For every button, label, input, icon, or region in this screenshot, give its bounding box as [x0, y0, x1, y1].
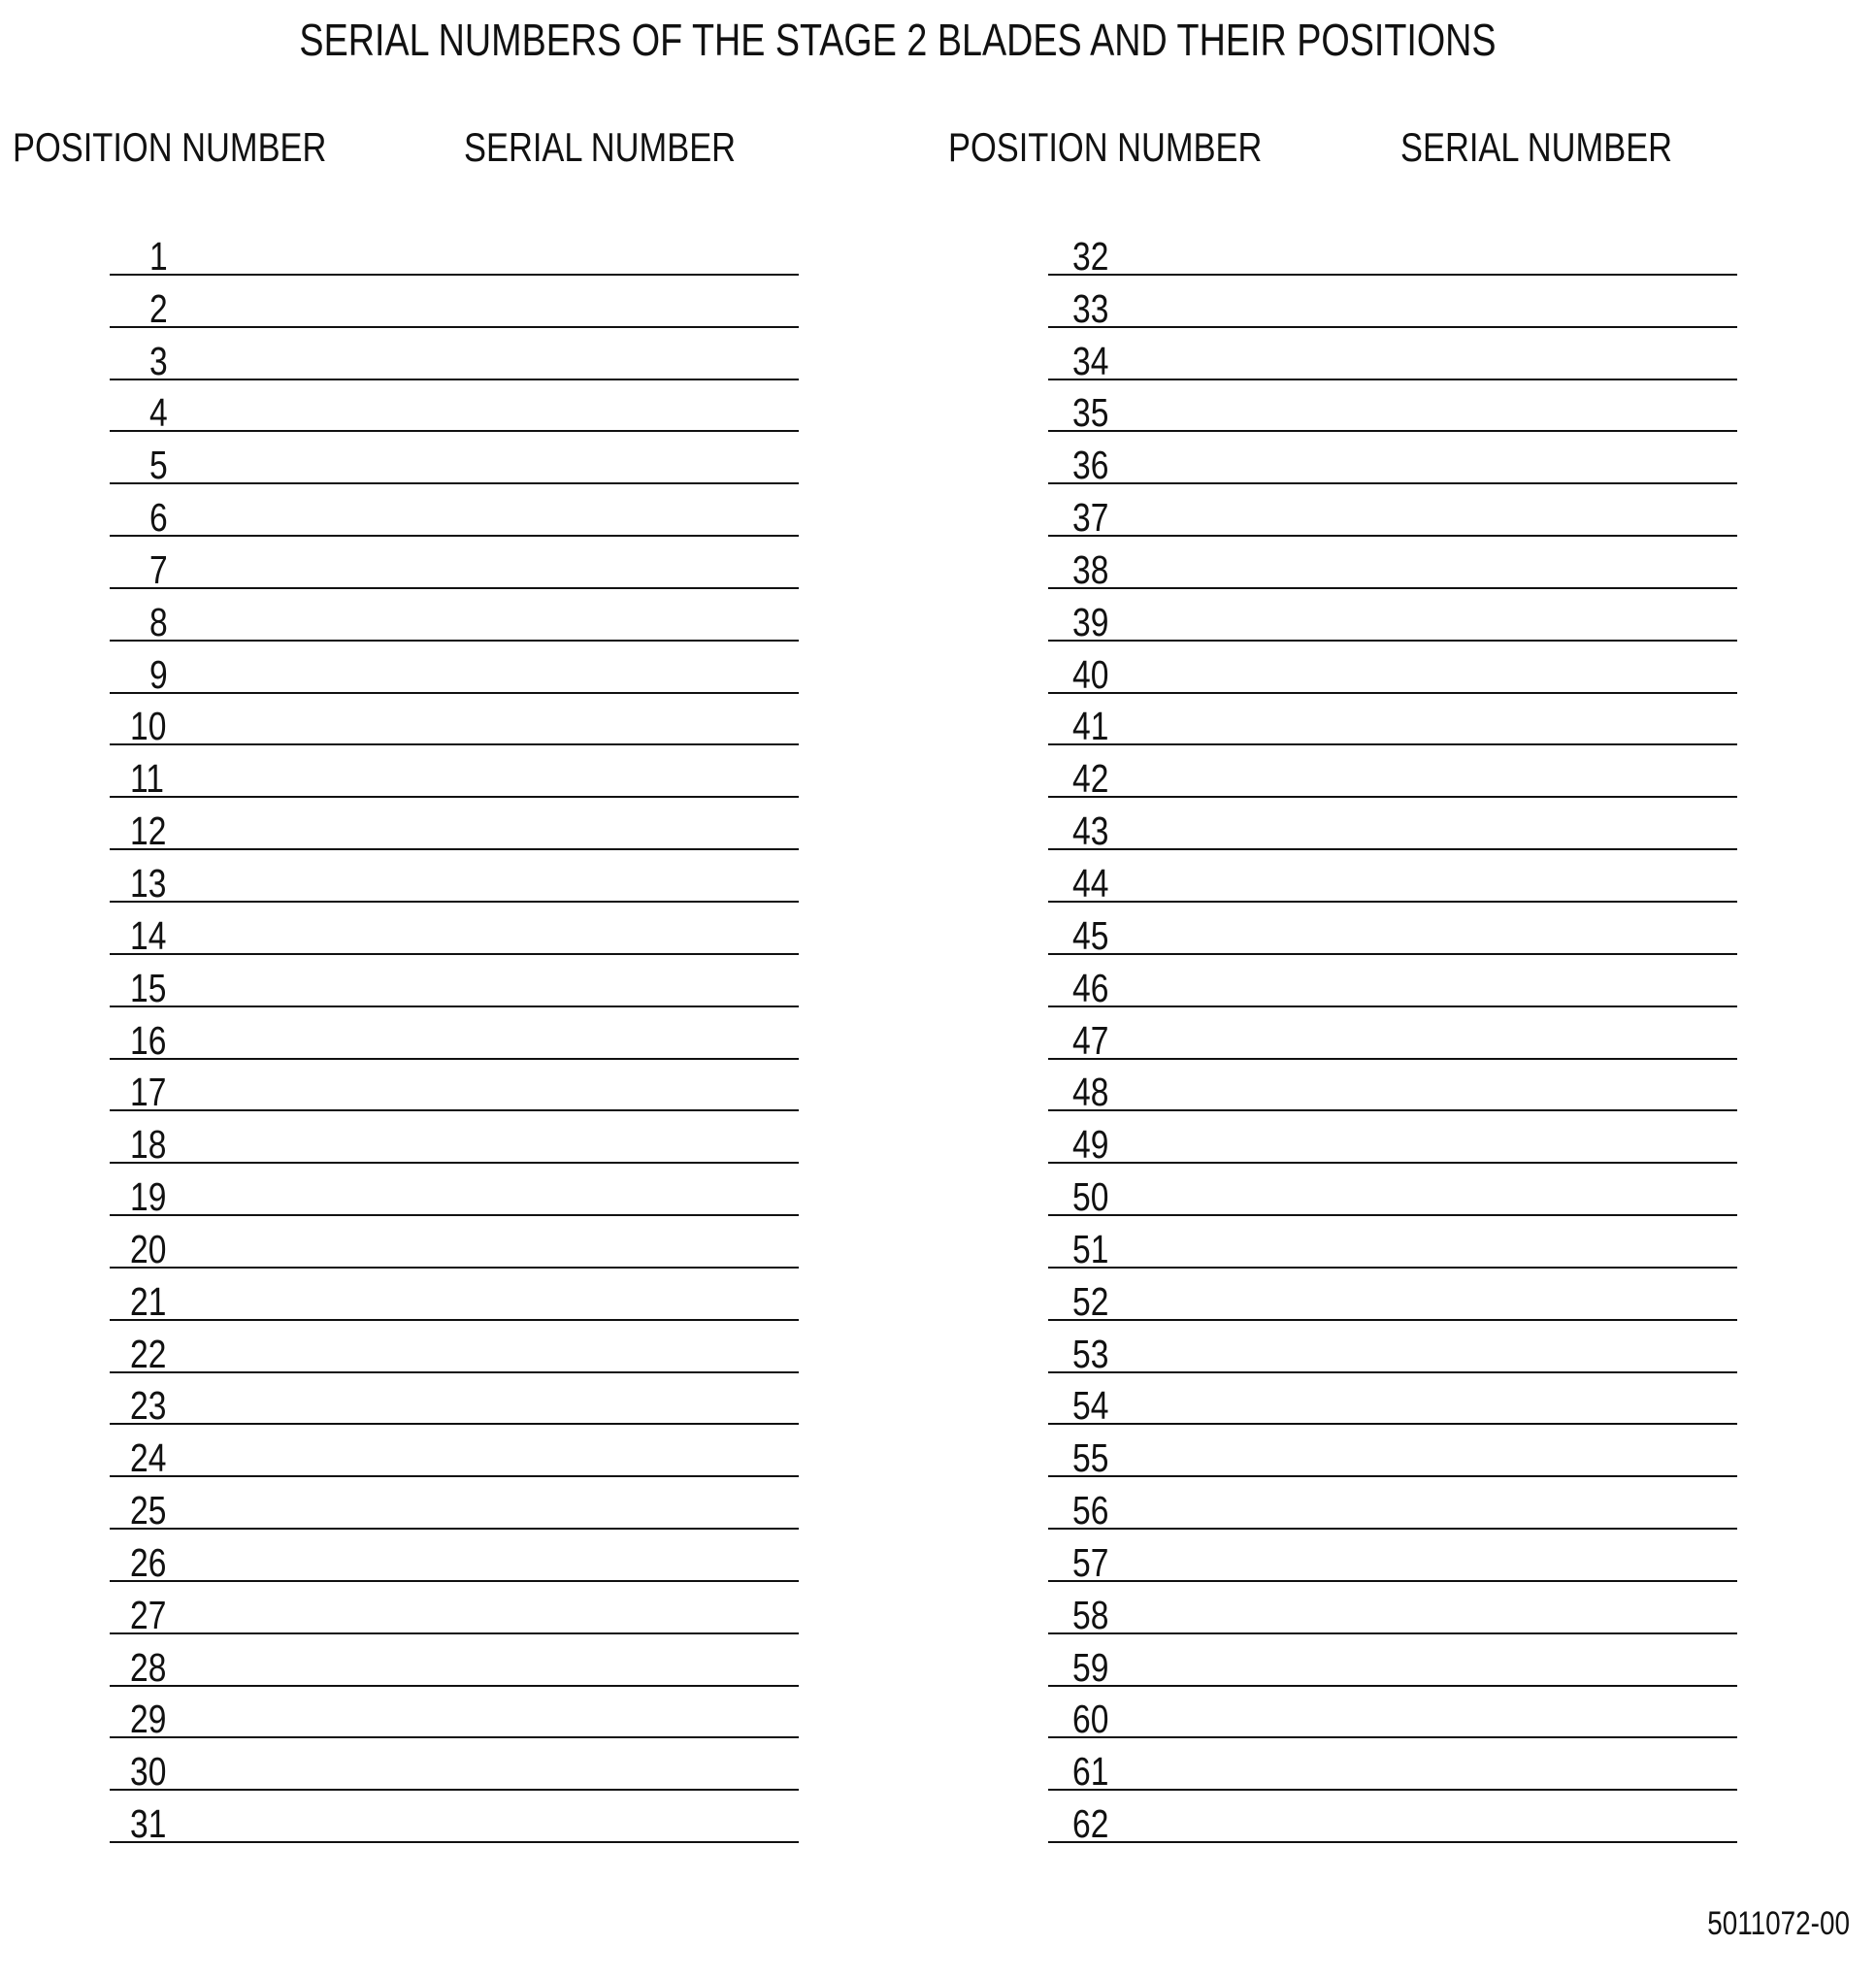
blade-row [1048, 1738, 1737, 1795]
serial-number-blank[interactable] [1165, 1269, 1737, 1319]
blade-row [110, 328, 799, 383]
serial-number-blank[interactable] [1165, 1687, 1737, 1737]
right-position-header: POSITION NUMBER [948, 124, 1263, 170]
blade-row [110, 1477, 799, 1533]
position-number: 53 [1072, 1331, 1109, 1376]
blade-row [1048, 1634, 1737, 1690]
position-number: 2 [149, 285, 168, 331]
serial-number-blank[interactable] [226, 380, 799, 431]
position-number: 6 [149, 495, 168, 541]
blade-row [1048, 1321, 1737, 1376]
blade-row [110, 1738, 799, 1795]
position-number: 34 [1072, 338, 1109, 383]
blade-row [1048, 589, 1737, 642]
serial-number-blank[interactable] [1165, 798, 1737, 848]
position-number: 13 [130, 860, 167, 906]
page-title: SERIAL NUMBERS OF THE STAGE 2 BLADES AND THEIR POSITIONS [299, 15, 1497, 65]
blade-row [1048, 1269, 1737, 1324]
position-number: 29 [130, 1697, 167, 1742]
serial-number-blank[interactable] [1165, 903, 1737, 953]
serial-number-blank[interactable] [226, 328, 799, 379]
serial-number-blank[interactable] [226, 1738, 799, 1789]
position-number: 31 [130, 1801, 167, 1847]
position-number: 30 [130, 1749, 167, 1795]
serial-number-blank[interactable] [1165, 1007, 1737, 1058]
serial-number-blank[interactable] [1165, 1634, 1737, 1685]
blade-row [1048, 276, 1737, 331]
serial-number-blank[interactable] [1165, 850, 1737, 901]
position-number: 28 [130, 1644, 167, 1690]
blade-row [110, 484, 799, 541]
blade-row [110, 694, 799, 749]
serial-number-blank[interactable] [226, 798, 799, 848]
serial-number-blank[interactable] [226, 1007, 799, 1058]
serial-number-blank[interactable] [1165, 537, 1737, 587]
serial-number-blank[interactable] [1165, 1738, 1737, 1789]
serial-number-blank[interactable] [226, 1060, 799, 1110]
position-number: 50 [1072, 1174, 1109, 1220]
blade-row [1048, 1111, 1737, 1168]
blade-row [1048, 1373, 1737, 1429]
blade-row [1048, 328, 1737, 383]
position-number: 62 [1072, 1801, 1109, 1847]
right-serial-header: SERIAL NUMBER [1400, 124, 1673, 170]
blade-row [110, 1007, 799, 1063]
serial-number-blank[interactable] [1165, 1164, 1737, 1214]
position-number: 18 [130, 1122, 167, 1168]
left-blade-list [110, 223, 799, 1847]
serial-number-blank[interactable] [1165, 328, 1737, 379]
serial-number-blank[interactable] [226, 745, 799, 796]
serial-number-blank[interactable] [226, 432, 799, 482]
blade-row [110, 642, 799, 697]
position-number: 10 [130, 704, 167, 749]
position-number: 49 [1072, 1122, 1109, 1168]
blade-row [1048, 1425, 1737, 1481]
serial-number-blank[interactable] [226, 1582, 799, 1632]
serial-number-blank[interactable] [1165, 1060, 1737, 1110]
blade-row [110, 276, 799, 331]
serial-number-blank[interactable] [1165, 1477, 1737, 1528]
blade-row [1048, 537, 1737, 592]
blade-row [110, 432, 799, 488]
blade-row [110, 1111, 799, 1168]
blade-row [110, 798, 799, 854]
blade-row [1048, 380, 1737, 436]
blade-row [110, 1269, 799, 1324]
position-number: 61 [1072, 1749, 1109, 1795]
serial-number-blank[interactable] [226, 694, 799, 744]
blade-row [110, 223, 799, 279]
position-number: 44 [1072, 860, 1109, 906]
position-number: 26 [130, 1539, 167, 1585]
position-number: 32 [1072, 233, 1109, 279]
serial-number-blank[interactable] [226, 1111, 799, 1162]
blade-row [110, 537, 799, 592]
position-number: 57 [1072, 1539, 1109, 1585]
serial-number-blank[interactable] [1165, 1111, 1737, 1162]
serial-number-blank[interactable] [226, 955, 799, 1005]
blade-row [1048, 1687, 1737, 1742]
serial-number-blank[interactable] [226, 589, 799, 640]
position-number: 35 [1072, 390, 1109, 436]
serial-number-blank[interactable] [1165, 1530, 1737, 1580]
serial-number-blank[interactable] [1165, 745, 1737, 796]
position-number: 16 [130, 1017, 167, 1063]
position-number: 41 [1072, 704, 1109, 749]
blade-row [110, 955, 799, 1010]
serial-number-blank[interactable] [226, 484, 799, 535]
position-number: 42 [1072, 756, 1109, 802]
position-number: 11 [130, 756, 164, 802]
blade-row [110, 1791, 799, 1847]
left-serial-header: SERIAL NUMBER [464, 124, 737, 170]
position-number: 60 [1072, 1697, 1109, 1742]
position-number: 33 [1072, 285, 1109, 331]
serial-number-blank[interactable] [1165, 1216, 1737, 1267]
position-number: 21 [130, 1278, 167, 1324]
blade-row [110, 1582, 799, 1637]
position-number: 4 [149, 390, 168, 436]
position-number: 52 [1072, 1278, 1109, 1324]
blade-row [110, 1321, 799, 1376]
position-number: 25 [130, 1488, 167, 1533]
serial-number-blank[interactable] [1165, 484, 1737, 535]
position-number: 1 [149, 233, 168, 279]
position-number: 7 [149, 546, 168, 592]
serial-number-blank[interactable] [226, 1216, 799, 1267]
position-number: 56 [1072, 1488, 1109, 1533]
blade-row [1048, 1060, 1737, 1115]
position-number: 55 [1072, 1435, 1109, 1481]
position-number: 43 [1072, 808, 1109, 854]
serial-number-blank[interactable] [1165, 694, 1737, 744]
position-number: 54 [1072, 1383, 1109, 1429]
blade-row [1048, 1477, 1737, 1533]
position-number: 22 [130, 1331, 167, 1376]
serial-number-blank[interactable] [1165, 955, 1737, 1005]
serial-number-blank[interactable] [226, 1530, 799, 1580]
blade-row [1048, 798, 1737, 854]
serial-number-blank[interactable] [226, 1477, 799, 1528]
blade-row [1048, 903, 1737, 958]
blade-row [110, 903, 799, 958]
serial-number-blank[interactable] [1165, 589, 1737, 640]
position-number: 38 [1072, 546, 1109, 592]
serial-number-blank[interactable] [226, 1164, 799, 1214]
serial-number-blank[interactable] [226, 642, 799, 692]
blade-row [110, 1634, 799, 1690]
serial-number-blank[interactable] [226, 1269, 799, 1319]
blade-row [1048, 1007, 1737, 1063]
position-number: 59 [1072, 1644, 1109, 1690]
position-number: 19 [130, 1174, 167, 1220]
serial-number-blank[interactable] [1165, 380, 1737, 431]
serial-number-blank[interactable] [226, 223, 799, 274]
position-number: 39 [1072, 599, 1109, 644]
serial-number-blank[interactable] [226, 1687, 799, 1737]
blade-row [110, 745, 799, 802]
position-number: 15 [130, 965, 167, 1010]
position-number: 40 [1072, 651, 1109, 697]
serial-number-blank[interactable] [226, 276, 799, 326]
serial-number-blank[interactable] [226, 1425, 799, 1475]
blade-row [1048, 1582, 1737, 1637]
blade-row [110, 589, 799, 642]
position-number: 27 [130, 1592, 167, 1637]
blade-row [1048, 694, 1737, 749]
position-number: 24 [130, 1435, 167, 1481]
serial-number-blank[interactable] [226, 903, 799, 953]
blade-row [110, 1530, 799, 1585]
serial-number-blank[interactable] [1165, 642, 1737, 692]
position-number: 51 [1072, 1226, 1109, 1271]
serial-number-blank[interactable] [1165, 223, 1737, 274]
position-number: 48 [1072, 1070, 1109, 1115]
blade-row [1048, 745, 1737, 802]
blade-row [110, 850, 799, 906]
blade-row [1048, 955, 1737, 1010]
position-number: 12 [130, 808, 167, 854]
position-number: 45 [1072, 912, 1109, 958]
blade-row [1048, 1216, 1737, 1269]
right-blade-list [1048, 223, 1737, 1847]
blade-row [110, 1687, 799, 1742]
position-number: 47 [1072, 1017, 1109, 1063]
position-number: 58 [1072, 1592, 1109, 1637]
blade-row [1048, 484, 1737, 541]
blade-row [110, 380, 799, 436]
blade-row [110, 1216, 799, 1269]
blade-row [1048, 642, 1737, 697]
blade-row [1048, 1530, 1737, 1585]
serial-number-blank[interactable] [226, 1791, 799, 1841]
blade-row [1048, 223, 1737, 279]
position-number: 37 [1072, 495, 1109, 541]
serial-number-blank[interactable] [226, 1321, 799, 1371]
blade-row [1048, 1164, 1737, 1220]
serial-number-blank[interactable] [1165, 432, 1737, 482]
blade-row [110, 1060, 799, 1115]
position-number: 5 [149, 443, 168, 488]
position-number: 23 [130, 1383, 167, 1429]
serial-number-blank[interactable] [1165, 1321, 1737, 1371]
document-number: 5011072-00 [1707, 1905, 1850, 1942]
blade-row [1048, 850, 1737, 906]
position-number: 46 [1072, 965, 1109, 1010]
position-number: 36 [1072, 443, 1109, 488]
position-number: 17 [130, 1070, 167, 1115]
position-number: 14 [130, 912, 167, 958]
serial-number-blank[interactable] [1165, 1425, 1737, 1475]
left-position-header: POSITION NUMBER [13, 124, 327, 170]
position-number: 3 [149, 338, 168, 383]
blade-row [110, 1373, 799, 1429]
serial-number-blank[interactable] [226, 1634, 799, 1685]
blade-row [1048, 1791, 1737, 1847]
serial-number-blank[interactable] [1165, 1791, 1737, 1841]
position-number: 9 [149, 651, 168, 697]
serial-number-blank[interactable] [226, 1373, 799, 1424]
position-number: 8 [149, 599, 168, 644]
serial-number-blank[interactable] [226, 850, 799, 901]
serial-number-blank[interactable] [1165, 1373, 1737, 1424]
serial-number-blank[interactable] [1165, 1582, 1737, 1632]
blade-row [110, 1425, 799, 1481]
blade-row [110, 1164, 799, 1220]
position-number: 20 [130, 1226, 167, 1271]
blade-row [1048, 432, 1737, 488]
serial-number-blank[interactable] [1165, 276, 1737, 326]
serial-number-blank[interactable] [226, 537, 799, 587]
